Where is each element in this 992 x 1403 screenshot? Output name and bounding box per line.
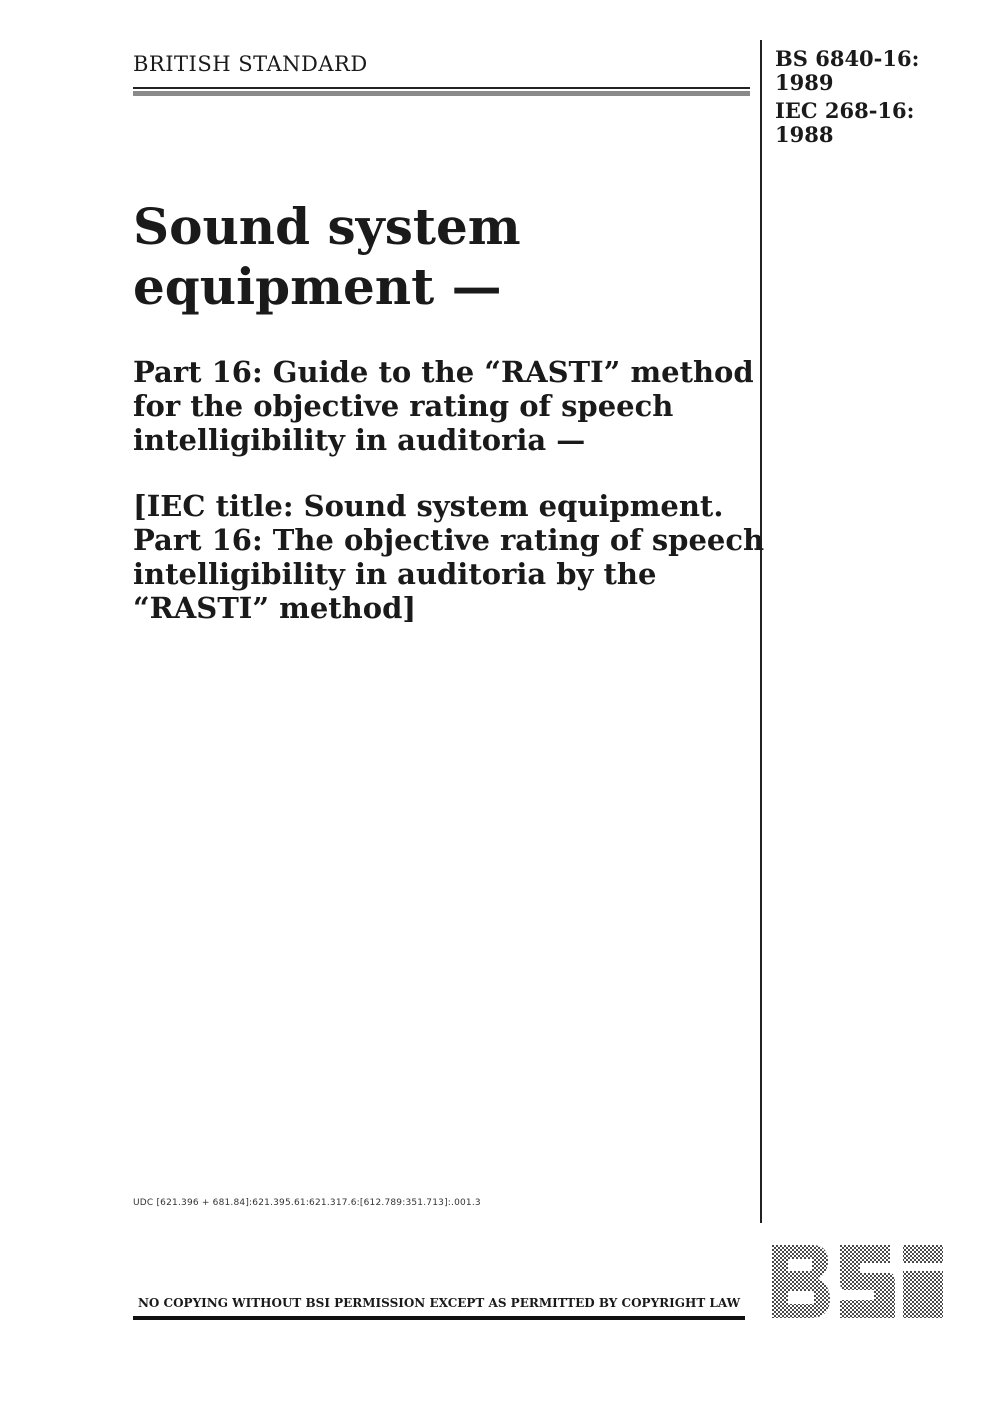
- standard-code: BS 6840-16:: [775, 46, 920, 71]
- header-label: BRITISH STANDARD: [133, 52, 368, 76]
- iec-title: [133, 489, 764, 625]
- iec-title-line: Part 16: The objective rating of speech: [133, 523, 765, 557]
- standard-number-bs: [775, 47, 919, 95]
- part-title-line: Part 16: Guide to the “RASTI” method: [133, 355, 754, 389]
- standard-number-iec: [775, 99, 919, 147]
- title-line: equipment —: [133, 257, 502, 316]
- title-line: Sound system: [133, 197, 521, 256]
- part-title: [133, 355, 754, 457]
- part-title-line: for the objective rating of speech: [133, 389, 674, 423]
- header-rule: [133, 87, 750, 96]
- standard-numbers: [775, 47, 919, 151]
- iec-title-line: intelligibility in auditoria by the: [133, 557, 657, 591]
- iec-title-line: [IEC title: Sound system equipment.: [133, 489, 724, 523]
- standard-year: 1989: [775, 70, 834, 95]
- document-title: [133, 197, 521, 317]
- vertical-divider: [760, 40, 762, 1223]
- part-title-line: intelligibility in auditoria —: [133, 423, 586, 457]
- standard-code: IEC 268-16:: [775, 98, 915, 123]
- iec-title-line: “RASTI” method]: [133, 591, 417, 625]
- udc-classification: UDC [621.396 + 681.84]:621.395.61:621.317.6:[612.789:351.713]:.001.3: [133, 1198, 481, 1208]
- copyright-bar: [133, 1316, 745, 1320]
- copyright-notice: NO COPYING WITHOUT BSI PERMISSION EXCEPT AS PERMITTED BY COPYRIGHT LAW: [137, 1296, 741, 1310]
- bsi-logo: [770, 1243, 945, 1320]
- standard-year: 1988: [775, 122, 834, 147]
